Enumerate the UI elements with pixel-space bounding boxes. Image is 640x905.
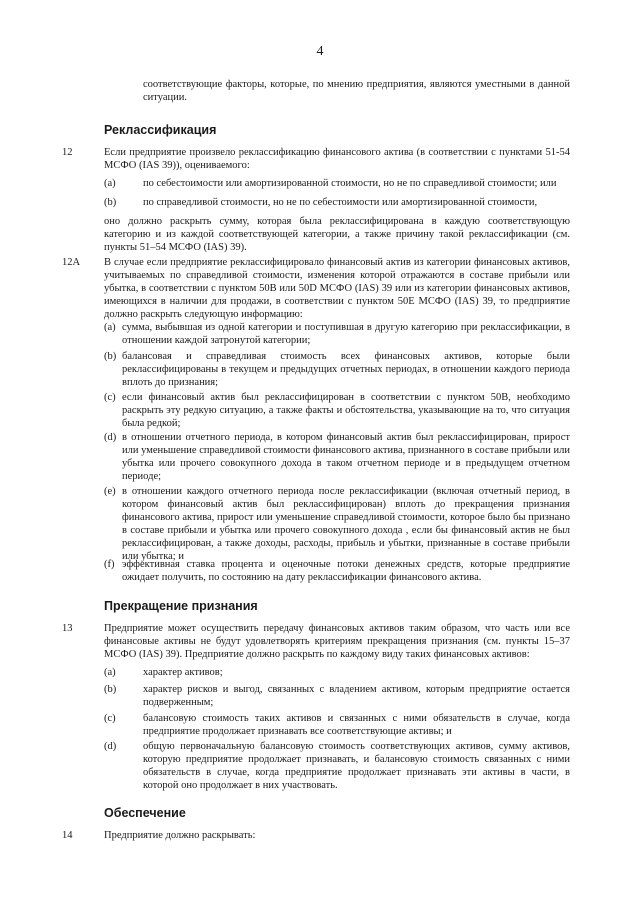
item-letter-12a-c: (c) xyxy=(104,392,116,403)
item-letter-13b: (b) xyxy=(104,684,117,695)
item-text-12a-c: если финансовый актив был реклассифицирован в соответствии с пунктом 50B, необходимо раскрыть эту редкую ситуацию, а также факты и обстоятельства, указывающие на то, что ситуация была редкой; xyxy=(122,392,570,429)
page-number: 4 xyxy=(316,44,324,59)
item-text-13c: балансовую стоимость таких активов и связанных с ними обязательств в случае, когда предприятие продолжает признавать все соответствующие активы; и xyxy=(143,713,570,737)
paragraph-12-tail: оно должно раскрыть сумму, которая была реклассифицирована в каждую соответствующую категорию и из каждой соответствующей категории, а также причину такой реклассификации (см. пункты 51–54 МСФО (IAS) 39). xyxy=(104,216,570,253)
section-heading-collateral: Обеспечение xyxy=(104,806,186,820)
item-text-12a-f: эффективная ставка процента и оценочные потоки денежных средств, которые предприятие ожидает получить, по состоянию на дату реклассификации финансового актива. xyxy=(122,559,570,583)
paragraph-number-12: 12 xyxy=(62,147,73,158)
item-letter-12a: (a) xyxy=(104,178,116,189)
paragraph-12a-lead: В случае если предприятие реклассифицировало финансовый актив из категории финансовых активов, учитываемых по справедливой стоимости, изменения которой отражаются в составе прибыли или убытка, в соответствии с пунктом 50B или 50D МСФО (IAS) 39 или из категории финансовых активов, имеющихся в наличии для продажи, в соответствии с пунктом 50E МСФО (IAS) 39, то предприятие должно раскрыть следующую информацию: xyxy=(104,257,570,320)
section-heading-derecognition: Прекращение признания xyxy=(104,599,258,613)
item-letter-12a-e: (e) xyxy=(104,486,116,497)
intro-text: соответствующие факторы, которые, по мнению предприятия, являются уместными в данной ситуации. xyxy=(143,79,570,103)
item-text-12a-e: в отношении каждого отчетного периода после реклассификации (включая отчетный период, в котором финансовый актив был реклассифицирован) вплоть до прекращения признания финансового актива, прирост или уменьшение справедливой стоимости, которое было бы признано в составе прибыли и убытка или прочего совокупного дохода , если бы финансовый актив не был реклассифицирован, а также доходы, расходы, прибыль и убытки, признанные в составе прибыли или убытка; и xyxy=(122,486,570,562)
section-heading-reclassification: Реклассификация xyxy=(104,123,217,137)
item-letter-12b: (b) xyxy=(104,197,117,208)
item-text-12a: по себестоимости или амортизированной стоимости, но не по справедливой стоимости; или xyxy=(143,178,557,189)
paragraph-number-12a: 12A xyxy=(62,257,81,268)
item-letter-12a-f: (f) xyxy=(104,559,115,570)
item-text-13b: характер рисков и выгод, связанных с владением активом, которым предприятие остается подверженным; xyxy=(143,684,570,708)
item-text-13d: общую первоначальную балансовую стоимость соответствующих активов, сумму активов, которую предприятие продолжает признавать, и балансовую стоимость связанных с ними обязательств в случае, когда предприятие продолжает признавать эти активы в части, в которой оно продолжает в них участвовать. xyxy=(143,741,570,791)
item-text-12a-d: в отношении отчетного периода, в котором финансовый актив был реклассифицирован, прирост или уменьшение справедливой стоимости финансового актива, признанного в составе прибыли или убытка или прочего совокупного дохода в таком отчетном периоде и в предыдущем отчетном периоде; xyxy=(122,432,571,482)
item-letter-12a-a: (a) xyxy=(104,322,116,333)
item-letter-13d: (d) xyxy=(104,741,117,752)
item-text-12a-b: балансовая и справедливая стоимость всех финансовых активов, которые были реклассифицированы в текущем и предыдущих отчетных периодах, в отношении каждого периода вплоть до признания; xyxy=(122,351,570,388)
item-letter-12a-d: (d) xyxy=(104,432,117,443)
item-letter-13a: (a) xyxy=(104,667,116,678)
item-letter-12a-b: (b) xyxy=(104,351,117,362)
paragraph-14-lead: Предприятие должно раскрывать: xyxy=(104,830,256,841)
item-text-12b: по справедливой стоимости, но не по себестоимости или амортизированной стоимости, xyxy=(143,197,538,208)
paragraph-12-lead: Если предприятие произвело реклассификацию финансового актива (в соответствии с пунктами 51-54 МСФО (IAS 39)), оцениваемого: xyxy=(104,147,570,171)
paragraph-13-lead: Предприятие может осуществить передачу финансовых активов таким образом, что часть или все финансовые активы не будут удовлетворять критериям прекращения признания (см. пункты 15–37 МСФО (IAS) 39). Предприятие должно раскрыть по каждому виду таких финансовых активов: xyxy=(104,623,570,660)
paragraph-number-14: 14 xyxy=(62,830,73,841)
paragraph-number-13: 13 xyxy=(62,623,73,634)
item-letter-13c: (c) xyxy=(104,713,116,724)
item-text-13a: характер активов; xyxy=(143,667,223,678)
item-text-12a-a: сумма, выбывшая из одной категории и поступившая в другую категорию при реклассификации, в отношении каждой затронутой категории; xyxy=(122,322,570,346)
